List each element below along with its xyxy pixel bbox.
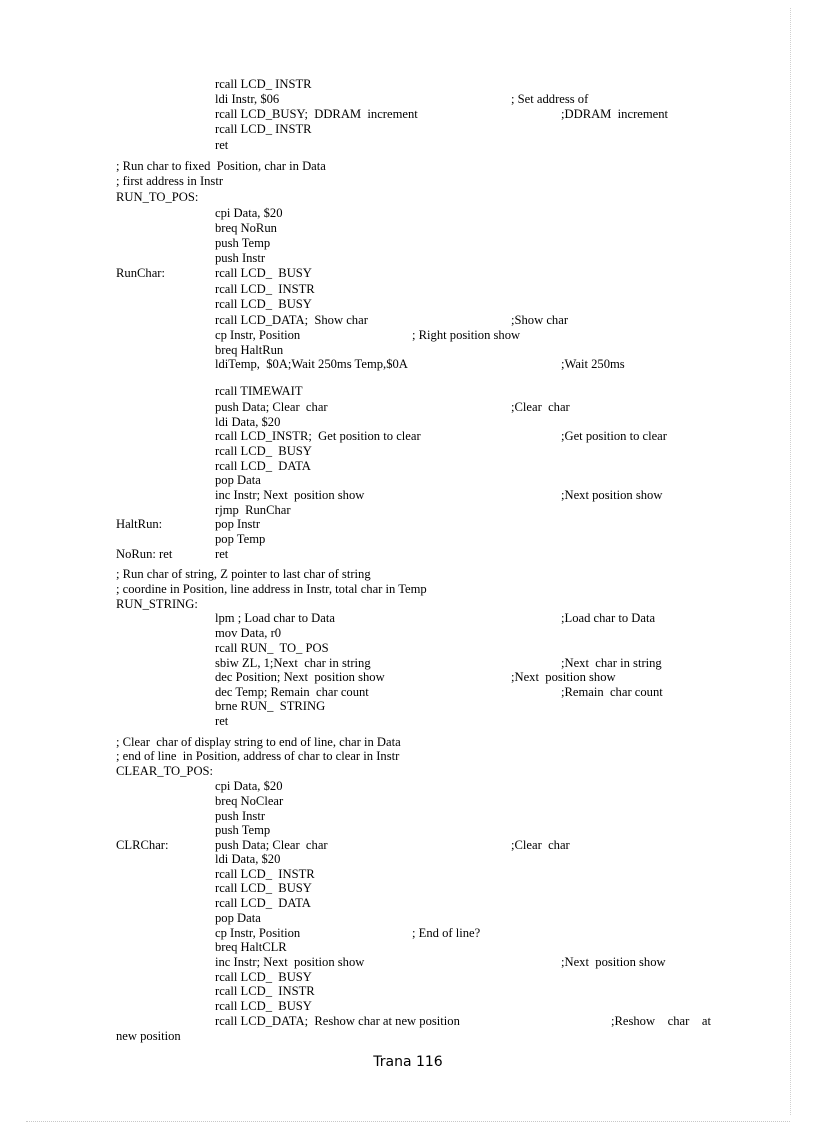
code-label: RunChar: xyxy=(116,266,165,280)
code-instruction: cpi Data, $20 xyxy=(215,779,283,793)
code-line xyxy=(0,940,816,955)
code-line xyxy=(0,444,816,459)
code-line xyxy=(0,532,816,547)
code-instruction: ret xyxy=(215,547,229,561)
code-instruction: breq NoClear xyxy=(215,794,284,808)
code-line xyxy=(0,328,816,343)
code-instruction: brne RUN_ STRING xyxy=(215,699,326,713)
code-line xyxy=(0,911,816,926)
code-instruction: pop Data xyxy=(215,911,261,925)
code-line xyxy=(0,896,816,911)
code-line xyxy=(0,567,816,582)
code-instruction: push Temp xyxy=(215,823,271,837)
code-instruction: dec Position; Next position show xyxy=(215,670,385,684)
code-line xyxy=(0,597,816,612)
inline-comment: ;Clear char xyxy=(511,838,570,852)
inline-comment: ;Reshow char at xyxy=(611,1014,712,1028)
code-instruction: rcall LCD_ BUSY xyxy=(215,297,312,311)
code-line xyxy=(0,955,816,970)
code-instruction: ldiTemp, $0A;Wait 250ms Temp,$0A xyxy=(215,357,408,371)
bottom-dotted-rule xyxy=(26,1121,790,1122)
inline-comment: ;Remain char count xyxy=(561,685,663,699)
code-line xyxy=(0,297,816,312)
page-footer: Trana 116 xyxy=(373,1054,443,1070)
code-instruction: pop Data xyxy=(215,473,261,487)
code-instruction: inc Instr; Next position show xyxy=(215,955,365,969)
code-label: NoRun: ret xyxy=(116,547,173,561)
code-line xyxy=(0,926,816,941)
code-line xyxy=(0,641,816,656)
code-line xyxy=(0,670,816,685)
code-label: RUN_STRING: xyxy=(116,597,198,611)
code-line xyxy=(0,122,816,137)
inline-comment: ;Next position show xyxy=(561,488,663,502)
code-line xyxy=(0,282,816,297)
code-line xyxy=(0,107,816,122)
code-line xyxy=(0,582,816,597)
code-line xyxy=(0,685,816,700)
right-dotted-rule xyxy=(790,8,791,1115)
inline-comment: ;Clear char xyxy=(511,400,570,414)
code-instruction: rcall LCD_ BUSY xyxy=(215,970,312,984)
comment-text: ; end of line in Position, address of char to clear in Instr xyxy=(116,749,400,763)
code-line xyxy=(0,764,816,779)
code-instruction: rcall TIMEWAIT xyxy=(215,384,303,398)
code-line xyxy=(0,547,816,562)
code-line xyxy=(0,357,816,372)
code-instruction: rcall LCD_ INSTR xyxy=(215,282,315,296)
code-line xyxy=(0,749,816,764)
code-instruction: rcall LCD_ DATA xyxy=(215,896,311,910)
code-line xyxy=(0,611,816,626)
code-instruction: mov Data, r0 xyxy=(215,626,282,640)
code-line xyxy=(0,852,816,867)
code-instruction: ret xyxy=(215,714,229,728)
code-line xyxy=(0,517,816,532)
code-instruction: dec Temp; Remain char count xyxy=(215,685,369,699)
code-instruction: rcall LCD_INSTR; Get position to clear xyxy=(215,429,421,443)
code-label: CLEAR_TO_POS: xyxy=(116,764,214,778)
code-line xyxy=(0,206,816,221)
code-instruction: rcall LCD_ BUSY xyxy=(215,881,312,895)
code-line xyxy=(0,794,816,809)
inline-comment: ; Right position show xyxy=(412,328,521,342)
code-line xyxy=(0,488,816,503)
code-line xyxy=(0,809,816,824)
comment-text: ; Run char to fixed Position, char in Data xyxy=(116,159,326,173)
code-instruction: rcall LCD_ INSTR xyxy=(215,867,315,881)
code-line xyxy=(0,429,816,444)
code-line xyxy=(0,251,816,266)
inline-comment: ;Wait 250ms xyxy=(561,357,625,371)
code-line xyxy=(0,174,816,189)
code-instruction: rcall LCD_BUSY; DDRAM increment xyxy=(215,107,418,121)
code-instruction: push Instr xyxy=(215,251,266,265)
code-instruction: ldi Data, $20 xyxy=(215,415,281,429)
code-line xyxy=(0,984,816,999)
code-instruction: rcall LCD_ BUSY xyxy=(215,444,312,458)
code-line xyxy=(0,77,816,92)
code-instruction: sbiw ZL, 1;Next char in string xyxy=(215,656,371,670)
code-line xyxy=(0,970,816,985)
code-line xyxy=(0,236,816,251)
code-line xyxy=(0,838,816,853)
code-instruction: rcall LCD_ INSTR xyxy=(215,984,315,998)
code-line xyxy=(0,503,816,518)
inline-comment: ; Set address of xyxy=(511,92,589,106)
comment-text: ; Clear char of display string to end of line, char in Data xyxy=(116,735,401,749)
code-line xyxy=(0,343,816,358)
code-instruction: breq NoRun xyxy=(215,221,277,235)
code-instruction: rcall LCD_DATA; Reshow char at new position xyxy=(215,1014,460,1028)
code-instruction: push Instr xyxy=(215,809,266,823)
code-line xyxy=(0,459,816,474)
code-instruction: rcall LCD_ INSTR xyxy=(215,77,312,91)
inline-comment: ;Next position show xyxy=(511,670,616,684)
code-line xyxy=(0,266,816,281)
code-line xyxy=(0,92,816,107)
code-label: RUN_TO_POS: xyxy=(116,190,199,204)
code-line xyxy=(0,400,816,415)
comment-text: ; coordine in Position, line address in Instr, total char in Temp xyxy=(116,582,427,596)
inline-comment: ;Get position to clear xyxy=(561,429,667,443)
code-line xyxy=(0,190,816,205)
inline-comment: ; End of line? xyxy=(412,926,481,940)
code-instruction: ldi Data, $20 xyxy=(215,852,281,866)
code-instruction: breq HaltCLR xyxy=(215,940,287,954)
inline-comment: ;DDRAM increment xyxy=(561,107,669,121)
code-instruction: lpm ; Load char to Data xyxy=(215,611,335,625)
code-line xyxy=(0,384,816,399)
code-instruction: rcall LCD_ BUSY xyxy=(215,266,312,280)
code-instruction: cp Instr, Position xyxy=(215,926,301,940)
code-instruction: cpi Data, $20 xyxy=(215,206,283,220)
code-instruction: rjmp RunChar xyxy=(215,503,291,517)
code-instruction: push Data; Clear char xyxy=(215,400,328,414)
code-instruction: push Temp xyxy=(215,236,271,250)
code-instruction: rcall LCD_ BUSY xyxy=(215,999,312,1013)
inline-comment: ;Load char to Data xyxy=(561,611,656,625)
code-instruction: breq HaltRun xyxy=(215,343,284,357)
code-line xyxy=(0,1029,816,1044)
inline-comment: ;Show char xyxy=(511,313,569,327)
code-line xyxy=(0,823,816,838)
code-line xyxy=(0,626,816,641)
code-line xyxy=(0,735,816,750)
comment-text: new position xyxy=(116,1029,181,1043)
code-instruction: push Data; Clear char xyxy=(215,838,328,852)
code-line xyxy=(0,699,816,714)
code-instruction: inc Instr; Next position show xyxy=(215,488,365,502)
code-line xyxy=(0,159,816,174)
code-line xyxy=(0,415,816,430)
code-instruction: ret xyxy=(215,138,229,152)
code-line xyxy=(0,313,816,328)
code-instruction: rcall LCD_ INSTR xyxy=(215,122,312,136)
code-instruction: rcall LCD_ DATA xyxy=(215,459,311,473)
code-instruction: rcall RUN_ TO_ POS xyxy=(215,641,329,655)
code-line xyxy=(0,867,816,882)
comment-text: ; first address in Instr xyxy=(116,174,224,188)
code-line xyxy=(0,138,816,153)
inline-comment: ;Next char in string xyxy=(561,656,662,670)
code-instruction: ldi Instr, $06 xyxy=(215,92,280,106)
code-instruction: pop Temp xyxy=(215,532,266,546)
code-line xyxy=(0,779,816,794)
code-line xyxy=(0,881,816,896)
code-line xyxy=(0,714,816,729)
code-line xyxy=(0,656,816,671)
code-instruction: rcall LCD_DATA; Show char xyxy=(215,313,368,327)
code-instruction: cp Instr, Position xyxy=(215,328,301,342)
code-line xyxy=(0,473,816,488)
code-line xyxy=(0,1014,816,1029)
inline-comment: ;Next position show xyxy=(561,955,666,969)
code-instruction: pop Instr xyxy=(215,517,261,531)
code-label: HaltRun: xyxy=(116,517,163,531)
code-label: CLRChar: xyxy=(116,838,169,852)
code-line xyxy=(0,999,816,1014)
code-line xyxy=(0,221,816,236)
comment-text: ; Run char of string, Z pointer to last char of string xyxy=(116,567,371,581)
